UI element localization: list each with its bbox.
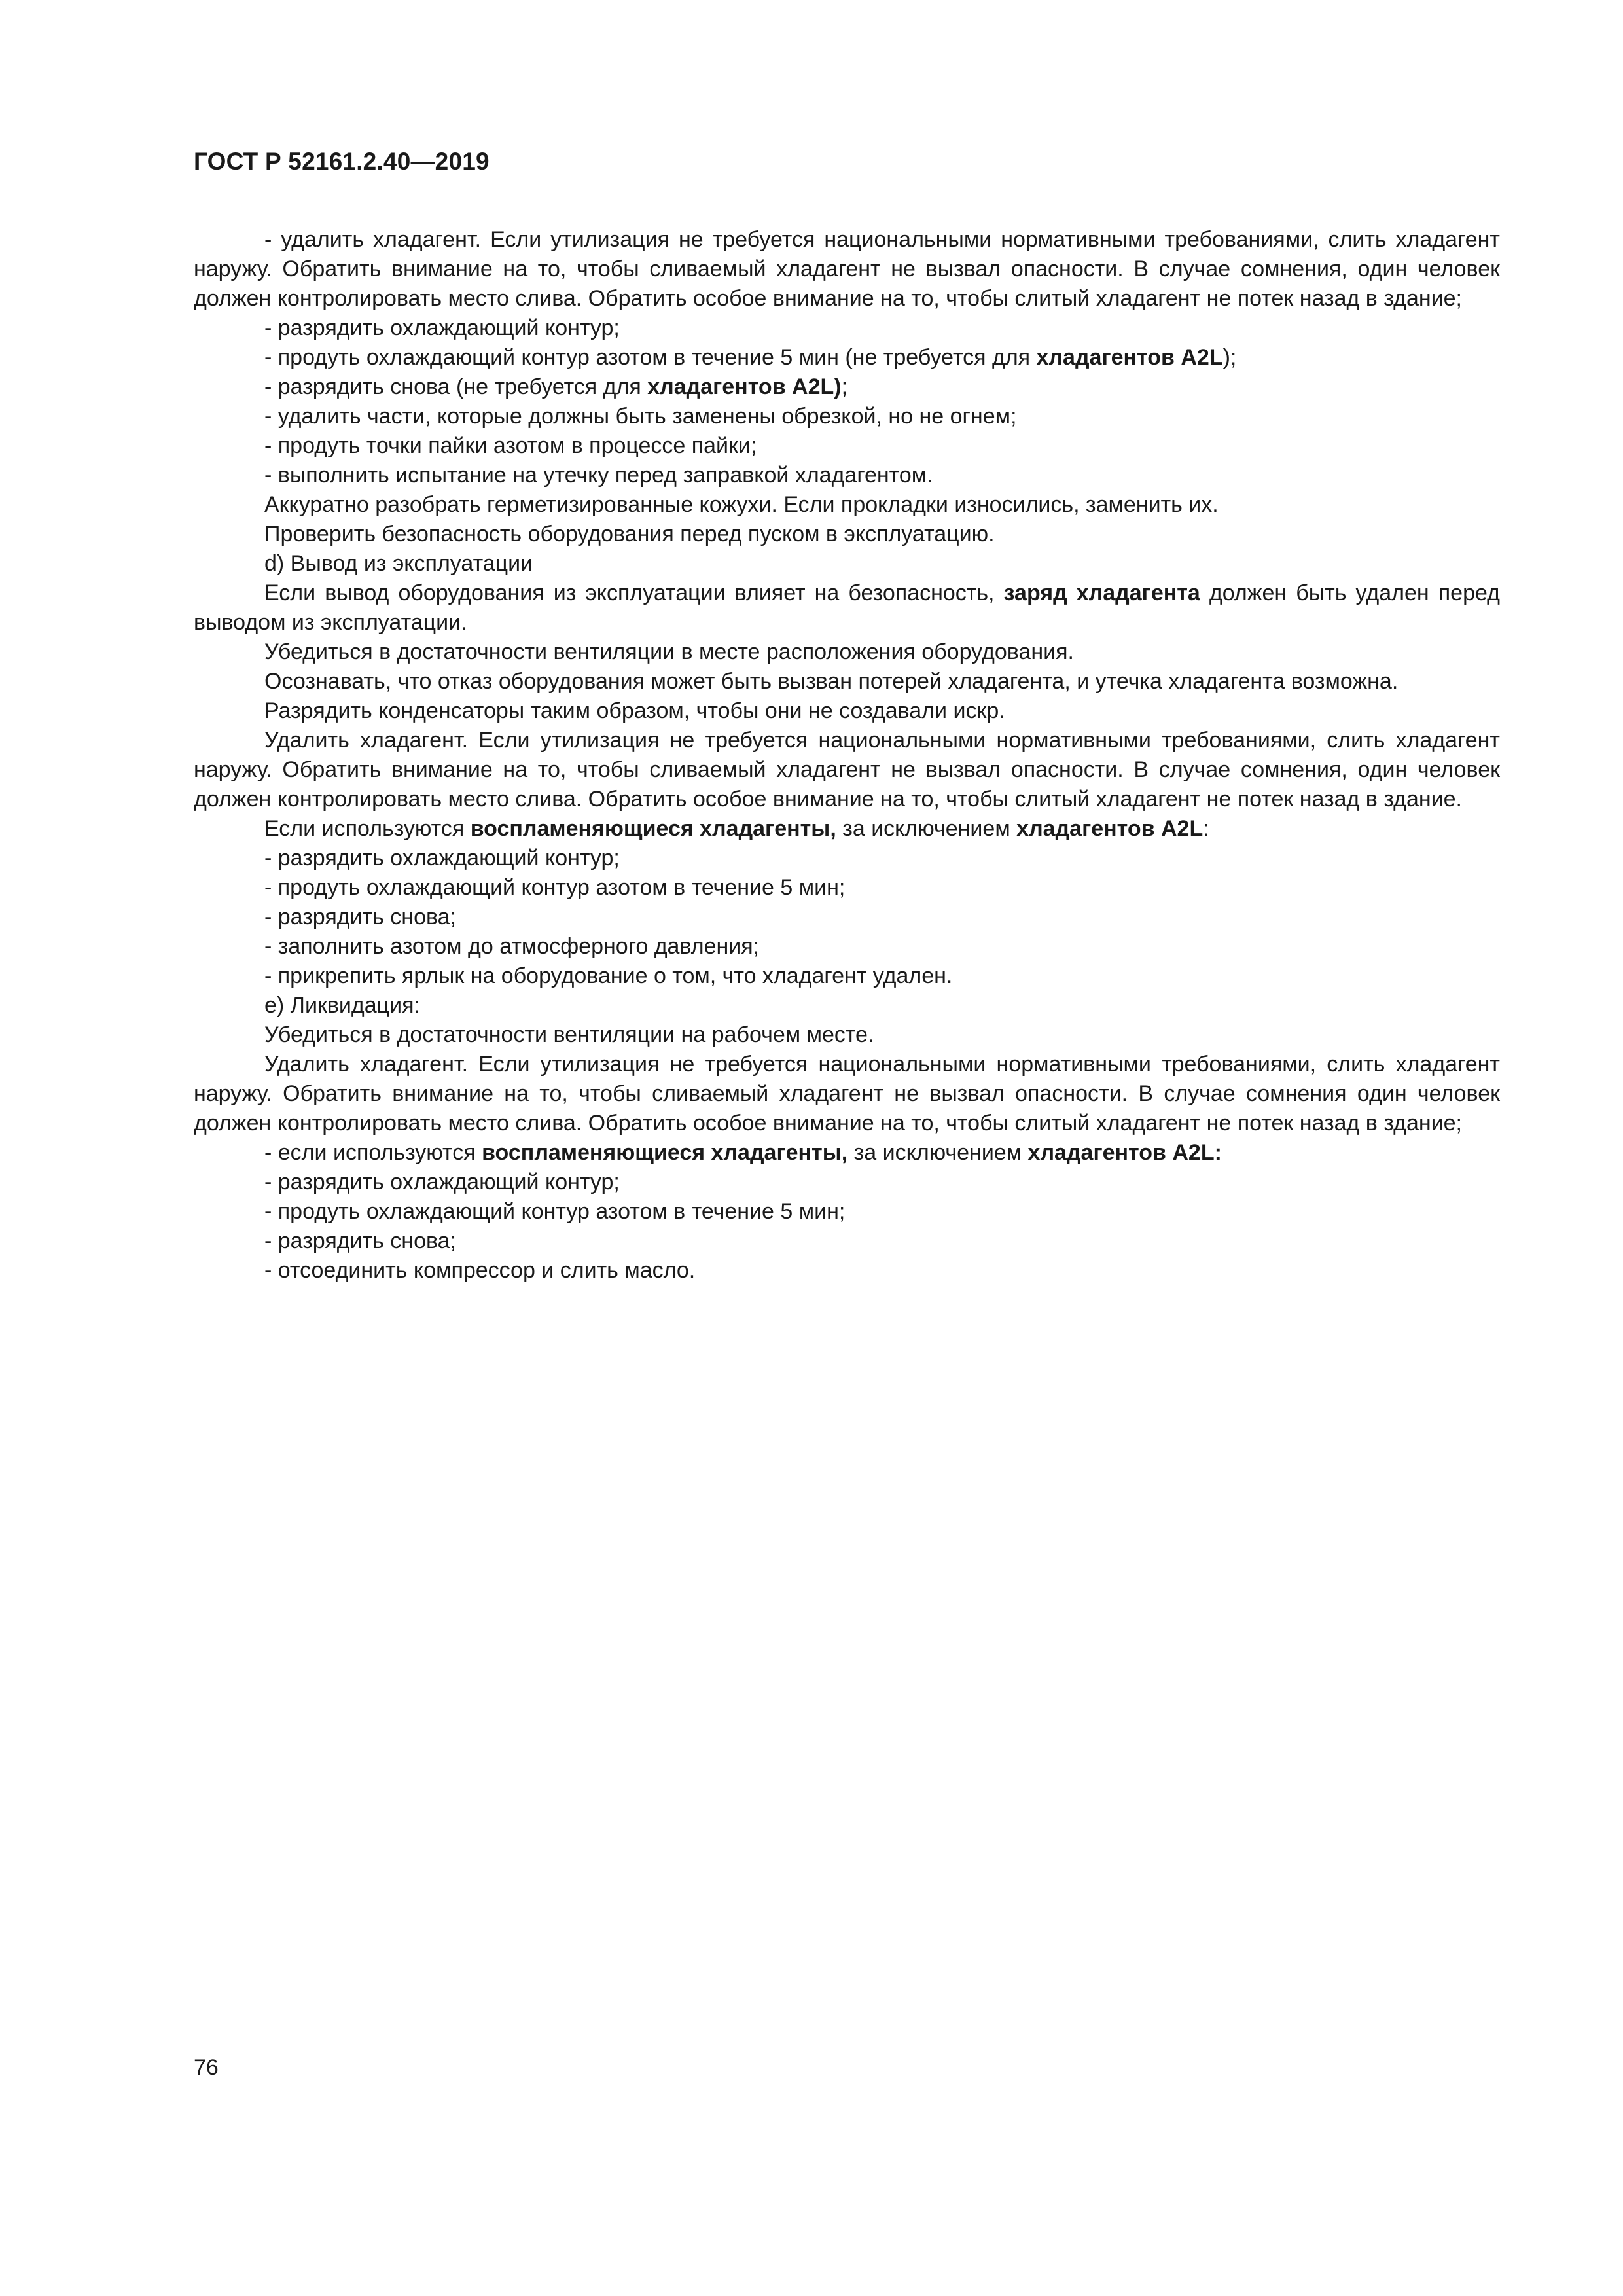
bold-term: хладагентов A2L): [647, 374, 842, 399]
list-item: [194, 903, 1500, 932]
list-item: [194, 844, 1500, 873]
paragraph: [194, 991, 1500, 1020]
text-run: - продуть охлаждающий контур азотом в течение 5 мин;: [264, 1199, 846, 1224]
paragraph: [194, 814, 1500, 844]
text-run: Удалить хладагент. Если утилизация не требуется национальными нормативными требованиями, слить хладагент наружу. Обратить внимание на то, чтобы сливаемый хладагент не вызвал опасности. В случае сомнения, один человек должен контролировать место слива. Обратить особое внимание на то, чтобы слитый хладагент не потек назад в здание.: [194, 728, 1500, 812]
text-run: - разрядить снова;: [264, 905, 457, 929]
list-item: [194, 431, 1500, 461]
text-run: Разрядить конденсаторы таким образом, чтобы они не создавали искр.: [264, 698, 1005, 723]
text-run: - разрядить охлаждающий контур;: [264, 315, 620, 340]
text-run: - разрядить охлаждающий контур;: [264, 846, 620, 870]
paragraph: [194, 696, 1500, 726]
text-run: - продуть охлаждающий контур азотом в течение 5 мин (не требуется для: [264, 345, 1037, 370]
text-run: - прикрепить ярлык на оборудование о том, что хладагент удален.: [264, 963, 953, 988]
paragraph: [194, 667, 1500, 696]
bold-term: заряд хладагента: [1003, 581, 1200, 605]
text-run: - удалить хладагент. Если утилизация не требуется национальными нормативными требованиями, слить хладагент наружу. Обратить внимание на то, чтобы сливаемый хладагент не вызвал опасности. В случае сомнения, один человек должен контролировать место слива. Обратить особое внимание на то, чтобы слитый хладагент не потек назад в здание;: [194, 227, 1500, 311]
paragraph: [194, 1050, 1500, 1138]
list-item: [194, 402, 1500, 431]
text-run: - заполнить азотом до атмосферного давления;: [264, 934, 760, 959]
text-run: за исключением: [836, 816, 1017, 841]
text-run: должен быть удален перед выводом из эксплуатации.: [194, 581, 1500, 635]
list-item: [194, 314, 1500, 343]
bold-term: хладагентов A2L: [1036, 345, 1223, 370]
text-run: Проверить безопасность оборудования перед пуском в эксплуатацию.: [264, 522, 995, 547]
list-item: [194, 961, 1500, 991]
paragraph: [194, 490, 1500, 520]
text-run: Убедиться в достаточности вентиляции в месте расположения оборудования.: [264, 639, 1074, 664]
paragraph: [194, 726, 1500, 814]
bold-term: воспламеняющиеся хладагенты,: [482, 1140, 848, 1165]
bold-term: воспламеняющиеся хладагенты,: [470, 816, 836, 841]
text-run: - выполнить испытание на утечку перед заправкой хладагентом.: [264, 463, 933, 488]
list-item: [194, 932, 1500, 961]
text-run: за исключением: [847, 1140, 1028, 1165]
text-run: - разрядить снова;: [264, 1229, 457, 1253]
text-run: - разрядить охлаждающий контур;: [264, 1170, 620, 1194]
text-run: - удалить части, которые должны быть заменены обрезкой, но не огнем;: [264, 404, 1017, 429]
document-header: ГОСТ Р 52161.2.40—2019: [194, 148, 490, 175]
list-item: [194, 1197, 1500, 1227]
list-item: [194, 1256, 1500, 1285]
page-number: 76: [194, 2055, 219, 2080]
bold-term: хладагентов A2L:: [1027, 1140, 1222, 1165]
paragraph: [194, 549, 1500, 579]
text-run: - отсоединить компрессор и слить масло.: [264, 1258, 696, 1283]
text-run: d) Вывод из эксплуатации: [264, 551, 533, 576]
bold-term: хладагентов A2L: [1016, 816, 1204, 841]
list-item: [194, 1168, 1500, 1197]
list-item: [194, 1138, 1500, 1168]
list-item: [194, 461, 1500, 490]
list-item: [194, 1227, 1500, 1256]
paragraph: [194, 579, 1500, 637]
text-run: - разрядить снова (не требуется для: [264, 374, 648, 399]
paragraph: [194, 520, 1500, 549]
list-item: [194, 343, 1500, 372]
text-run: ;: [841, 374, 848, 399]
paragraph: [194, 1020, 1500, 1050]
document-body: [194, 225, 1500, 1285]
text-run: - продуть охлаждающий контур азотом в течение 5 мин;: [264, 875, 846, 900]
paragraph: [194, 225, 1500, 314]
text-run: :: [1203, 816, 1209, 841]
text-run: Если используются: [264, 816, 471, 841]
text-run: e) Ликвидация:: [264, 993, 420, 1018]
text-run: Убедиться в достаточности вентиляции на рабочем месте.: [264, 1022, 874, 1047]
text-run: Аккуратно разобрать герметизированные кожухи. Если прокладки износились, заменить их.: [264, 492, 1219, 517]
text-run: - продуть точки пайки азотом в процессе пайки;: [264, 433, 757, 458]
text-run: );: [1222, 345, 1237, 370]
paragraph: [194, 637, 1500, 667]
text-run: Осознавать, что отказ оборудования может быть вызван потерей хладагента, и утечка хладагента возможна.: [264, 669, 1399, 694]
text-run: - если используются: [264, 1140, 482, 1165]
text-run: Удалить хладагент. Если утилизация не требуется национальными нормативными требованиями, слить хладагент наружу. Обратить внимание на то, чтобы сливаемый хладагент не вызвал опасности. В случае сомнения один человек должен контролировать место слива. Обратить особое внимание на то, чтобы слитый хладагент не потек назад в здание;: [194, 1052, 1500, 1136]
list-item: [194, 372, 1500, 402]
list-item: [194, 873, 1500, 903]
text-run: Если вывод оборудования из эксплуатации влияет на безопасность,: [264, 581, 1004, 605]
